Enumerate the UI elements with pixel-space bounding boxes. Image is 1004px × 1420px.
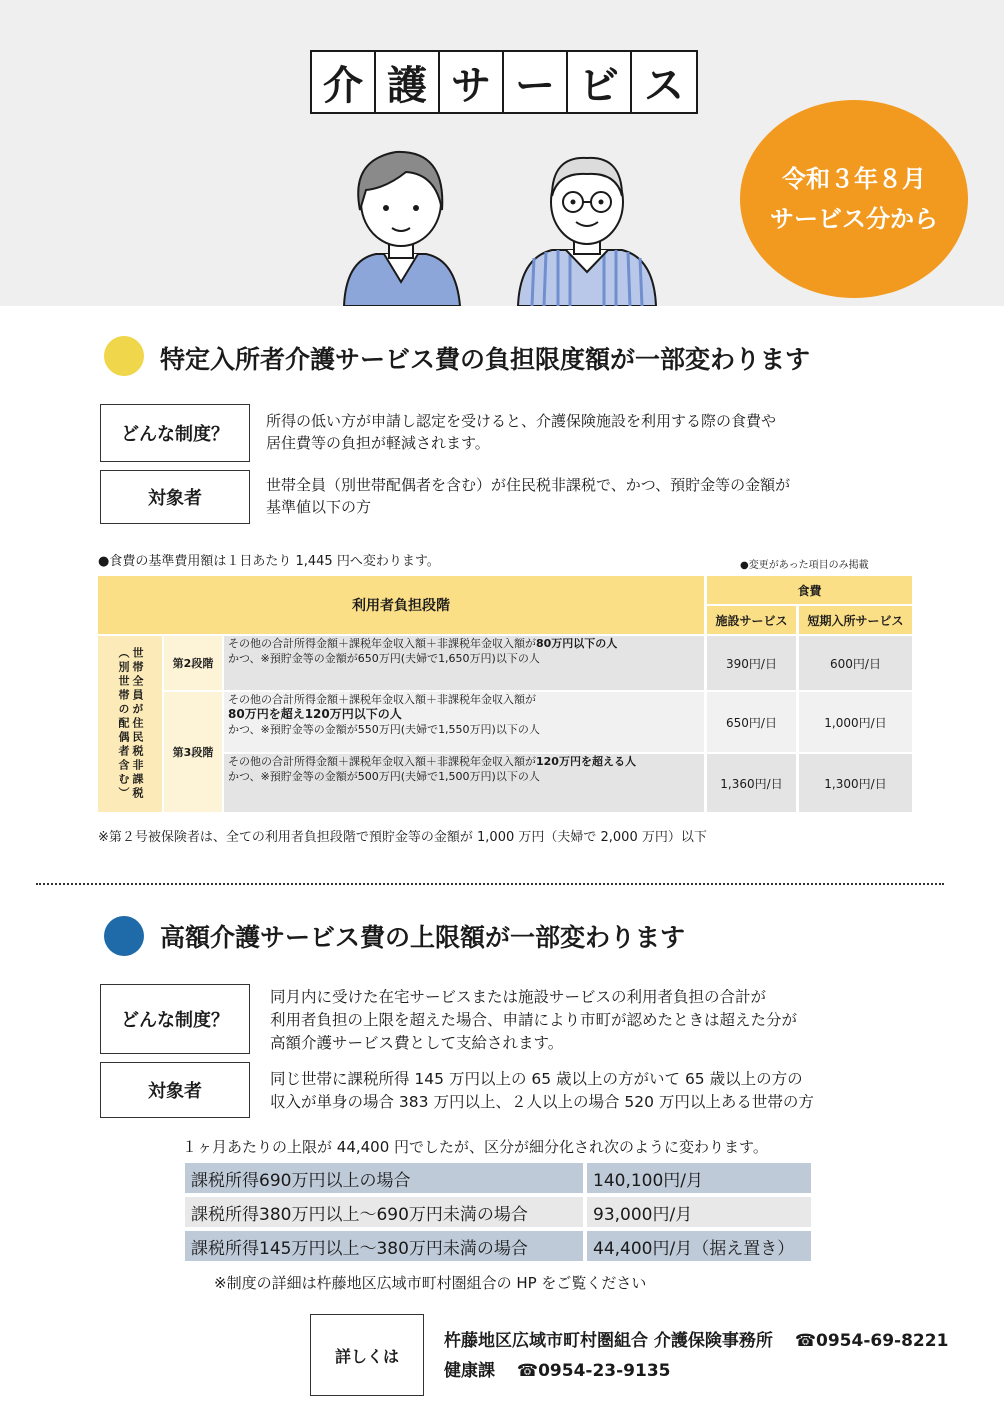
limit-note: １ヶ月あたりの上限が 44,400 円でしたが、区分が細分化され次のように変わります。 [182, 1138, 768, 1156]
section-bullet-yellow [104, 336, 144, 376]
stage-header: 利用者負担段階 [98, 576, 704, 634]
condition-text: かつ、※預貯金等の金額が500万円(夫婦で1,500万円)以下の人 [228, 770, 540, 783]
condition-bold: 120万円を超える人 [536, 755, 636, 768]
contact-label: 詳しくは [310, 1314, 424, 1396]
table-cell: 1,000円/日 [799, 692, 912, 752]
condition-bold: 80万円以下の人 [536, 637, 618, 650]
condition-text: かつ、※預貯金等の金額が650万円(夫婦で1,650万円)以下の人 [228, 652, 540, 665]
stage3-condition-b [224, 754, 704, 812]
system-label: どんな制度？ [100, 404, 250, 462]
condition-bold: 80万円を超え120万円以下の人 [228, 707, 402, 721]
monthly-limit: 140,100円/月 [587, 1163, 811, 1193]
changed-items-note: ●変更があった項目のみ掲載 [740, 560, 869, 571]
income-category: 課税所得380万円以上～690万円未満の場合 [185, 1197, 583, 1227]
section2-title: 高額介護サービス費の上限額が一部変わります [160, 923, 686, 952]
detail-note: ※制度の詳細は杵藤地区広域市町村圏組合の HP をご覧ください [214, 1274, 647, 1292]
title-char: ス [644, 62, 684, 109]
monthly-limit: 93,000円/月 [587, 1197, 811, 1227]
elderly-woman-illustration [336, 130, 466, 306]
table-cell: 650円/日 [707, 692, 796, 752]
household-side-label: 世帯全員が住民税非課税（別世帯の配偶者含む） [98, 636, 162, 812]
description-line: 世帯全員（別世帯配偶者を含む）が住民税非課税で、かつ、預貯金等の金額が [266, 476, 791, 494]
title-char: 護 [376, 52, 440, 112]
description-line: 居住費等の負担が軽減されます。 [266, 434, 490, 452]
contact-office [444, 1326, 948, 1351]
income-category: 課税所得145万円以上～380万円未満の場合 [185, 1231, 583, 1261]
condition-text: その他の合計所得金額＋課税年金収入額＋非課税年金収入額が [228, 755, 536, 768]
title-char: ー [504, 52, 568, 112]
income-category: 課税所得690万円以上の場合 [185, 1163, 583, 1193]
badge-line: 令和３年８月 [782, 165, 926, 193]
stage2-condition [224, 636, 704, 690]
elderly-man-illustration [512, 146, 662, 306]
food-header: 食費 [707, 576, 912, 604]
short-stay-service-header: 短期入所サービス [799, 606, 912, 634]
office-name: 杵藤地区広域市町村圏組合 介護保険事務所 [444, 1331, 773, 1351]
date-badge [740, 100, 968, 298]
table-cell: 600円/日 [799, 636, 912, 690]
target-description [266, 474, 790, 518]
section-bullet-blue [104, 916, 144, 956]
description-line: 同じ世帯に課税所得 145 万円以上の 65 歳以上の方がいて 65 歳以上の方の [270, 1070, 803, 1088]
dept-phone: ☎0954-23-9135 [516, 1361, 671, 1381]
section-divider [36, 883, 944, 885]
footnote: ※第２号被保険者は、全ての利用者負担段階で預貯金等の金額が 1,000 万円（夫婦で 2,000 万円）以下 [98, 830, 707, 845]
burden-stage-table [98, 576, 912, 812]
badge-line: サービス分から [770, 205, 938, 233]
stage3-label: 第3段階 [164, 692, 222, 812]
description-line: 所得の低い方が申請し認定を受けると、介護保険施設を利用する際の食費や [266, 412, 777, 430]
page-title [310, 50, 698, 114]
condition-text: かつ、※預貯金等の金額が550万円(夫婦で1,550万円)以下の人 [228, 723, 540, 736]
table-cell: 1,360円/日 [707, 754, 796, 812]
target-label: 対象者 [100, 470, 250, 524]
title-char: ビ [568, 52, 632, 112]
description-line: 高額介護サービス費として支給されます。 [270, 1034, 564, 1052]
dept-name: 健康課 [444, 1361, 495, 1381]
table-row [185, 1231, 811, 1261]
system-description [266, 410, 776, 454]
title-char: 介 [312, 52, 376, 112]
facility-service-header: 施設サービス [707, 606, 796, 634]
condition-text: その他の合計所得金額＋課税年金収入額＋非課税年金収入額が [228, 637, 536, 650]
description-line: 利用者負担の上限を超えた場合、申請により市町が認めたときは超えた分が [270, 1011, 798, 1029]
title-char: サ [440, 52, 504, 112]
description-line: 基準値以下の方 [266, 498, 372, 516]
target-label: 対象者 [100, 1062, 250, 1118]
system-description [270, 986, 797, 1055]
system-label: どんな制度？ [100, 984, 250, 1054]
contact-dept [444, 1356, 671, 1381]
office-phone: ☎0954-69-8221 [794, 1331, 949, 1351]
table-cell: 390円/日 [707, 636, 796, 690]
section1-title: 特定入所者介護サービス費の負担限度額が一部変わります [160, 345, 811, 374]
food-cost-note: ●食費の基準費用額は１日あたり 1,445 円へ変わります。 [98, 554, 440, 569]
stage3-condition-a [224, 692, 704, 752]
condition-text: その他の合計所得金額＋課税年金収入額＋非課税年金収入額が [228, 693, 536, 706]
stage2-label: 第2段階 [164, 636, 222, 690]
table-cell: 1,300円/日 [799, 754, 912, 812]
description-line: 同月内に受けた在宅サービスまたは施設サービスの利用者負担の合計が [270, 988, 767, 1006]
target-description [270, 1068, 814, 1114]
table-row [185, 1163, 811, 1193]
description-line: 収入が単身の場合 383 万円以上、２人以上の場合 520 万円以上ある世帯の方 [270, 1093, 814, 1111]
table-row [185, 1197, 811, 1227]
monthly-limit: 44,400円/月（据え置き） [587, 1231, 811, 1261]
